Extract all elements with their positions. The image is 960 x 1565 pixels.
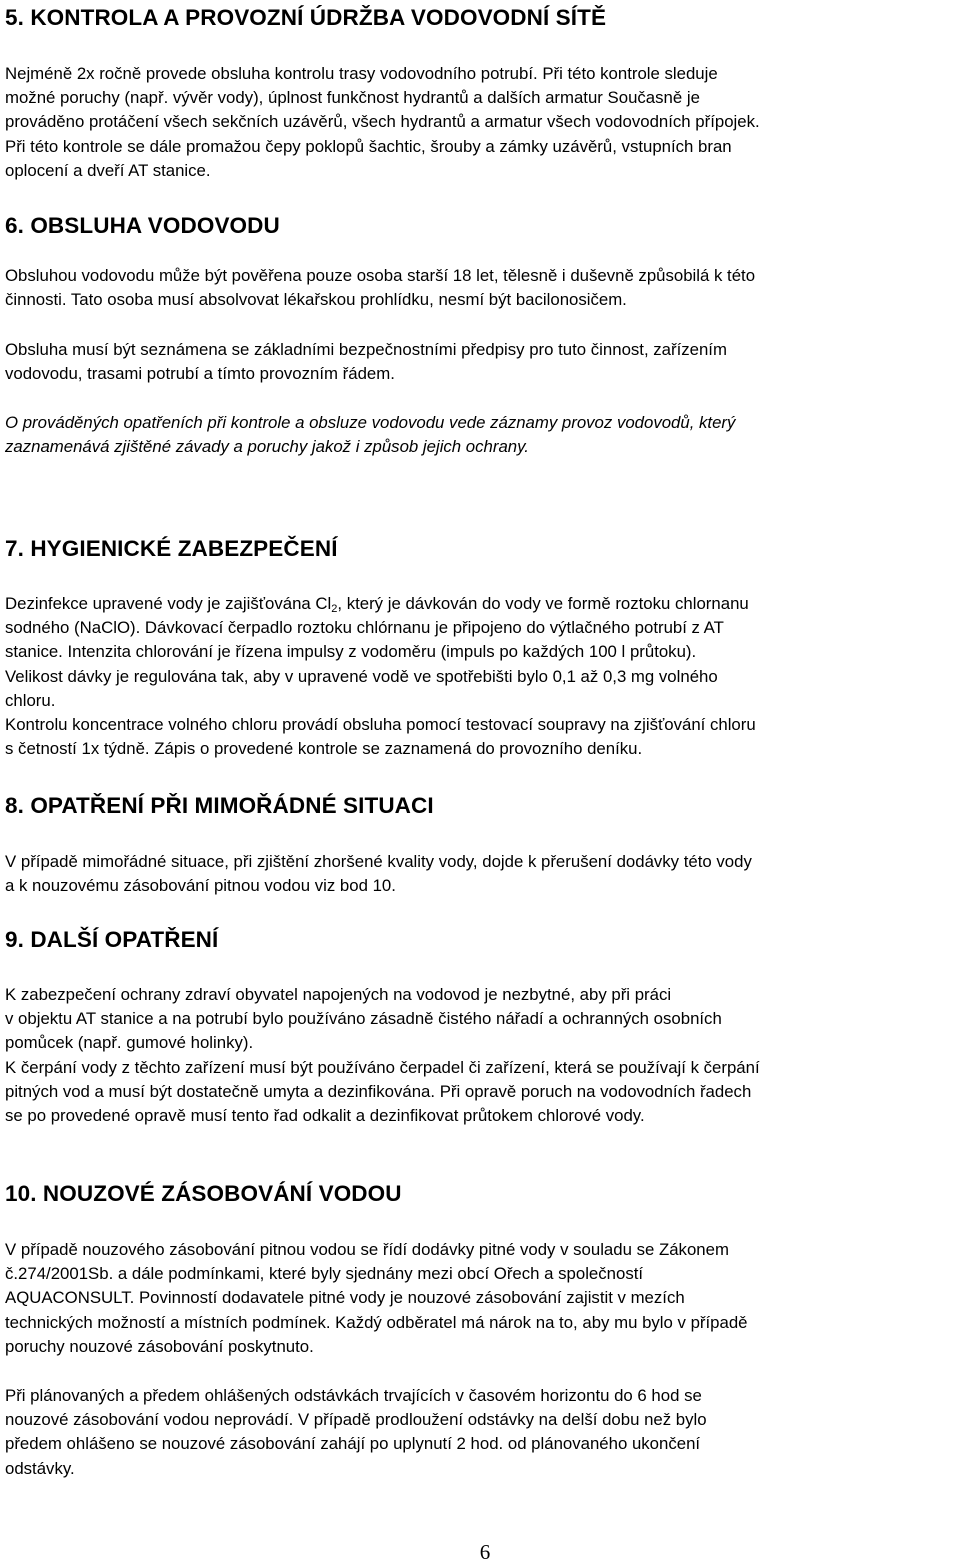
- text-line: pitných vod a musí být dostatečně umyta a dezinfikována. Při opravě poruch na vodovodních řadech: [5, 1081, 752, 1101]
- text-line: V případě mimořádné situace, při zjištění zhoršené kvality vody, dojde k přerušení dodávky této vody: [5, 852, 752, 871]
- section-8-heading: 8. OPATŘENÍ PŘI MIMOŘÁDNÉ SITUACI: [5, 793, 434, 818]
- text-line: a k nouzovému zásobování pitnou vodou viz bod 10.: [5, 876, 396, 896]
- text-line: O prováděných opatřeních při kontrole a obsluze vodovodu vede záznamy provoz vodovodů, který: [5, 413, 736, 432]
- section-6-paragraph-3: [5, 411, 957, 459]
- text-line: Nejméně 2x ročně provede obsluha kontrolu trasy vodovodního potrubí. Při této kontrole sleduje: [5, 64, 718, 83]
- section-6-paragraph-2: [5, 338, 957, 386]
- text-line: Velikost dávky je regulována tak, aby v upravené vodě ve spotřebišti bylo 0,1 až 0,3 mg volného: [5, 666, 718, 686]
- text-line: Při této kontrole se dále promažou čepy poklopů šachtic, šrouby a zámky uzávěrů, vstupních bran: [5, 136, 732, 156]
- text-line: K zabezpečení ochrany zdraví obyvatel napojených na vodovod je nezbytné, aby při práci: [5, 985, 672, 1004]
- text-line: AQUACONSULT. Povinností dodavatele pitné vody je nouzové zásobování zajistit v mezích: [5, 1288, 685, 1308]
- section-6-paragraph-1: [5, 264, 957, 312]
- section-9-paragraph: [5, 983, 957, 1128]
- text-line: [5, 592, 957, 616]
- text-line: vodovodu, trasami potrubí a tímto provozním řádem.: [5, 364, 395, 384]
- text-line: činnosti. Tato osoba musí absolvovat lékařskou prohlídku, nesmí být bacilonosičem.: [5, 290, 627, 310]
- text-line: oplocení a dveří AT stanice.: [5, 160, 211, 180]
- text-line: poruchy nouzové zásobování poskytnuto.: [5, 1336, 314, 1356]
- text-line: s četností 1x týdně. Zápis o provedené kontrole se zaznamená do provozního deníku.: [5, 739, 643, 759]
- text-fragment: Dezinfekce upravené vody je zajišťována Cl: [5, 594, 332, 613]
- section-7-heading: 7. HYGIENICKÉ ZABEZPEČENÍ: [5, 536, 338, 561]
- text-line: předem ohlášeno se nouzové zásobování zahájí po uplynutí 2 hod. od plánovaného ukončení: [5, 1434, 701, 1454]
- text-line: Obsluha musí být seznámena se základními bezpečnostními předpisy pro tuto činnost, zařízením: [5, 340, 727, 359]
- section-5-paragraph: [5, 62, 957, 183]
- text-line: stanice. Intenzita chlorování je řízena impulsy z vodoměru (impuls po každých 100 l průtoku).: [5, 642, 697, 662]
- section-10-heading: 10. NOUZOVÉ ZÁSOBOVÁNÍ VODOU: [5, 1181, 402, 1206]
- text-line: č.274/2001Sb. a dále podmínkami, které byly sjednány mezi obcí Ořech a společností: [5, 1264, 644, 1284]
- text-line: v objektu AT stanice a na potrubí bylo používáno zásadně čistého nářadí a ochranných osobních: [5, 1009, 722, 1029]
- text-line: prováděno protáčení všech sekčních uzávěrů, všech hydrantů a armatur všech vodovodních přípojek.: [5, 112, 760, 132]
- section-7-paragraph: [5, 592, 957, 761]
- section-10-paragraph-2: [5, 1384, 957, 1481]
- chlorine-subscript: 2: [331, 603, 338, 615]
- section-8-paragraph: [5, 850, 957, 898]
- text-fragment: , který je dávkován do vody ve formě roztoku chlornanu: [337, 594, 749, 613]
- text-line: Kontrolu koncentrace volného chloru provádí obsluha pomocí testovací soupravy na zjišťování chloru: [5, 715, 756, 735]
- text-line: pomůcek (např. gumové holinky).: [5, 1033, 254, 1053]
- section-9-heading: 9. DALŠÍ OPATŘENÍ: [5, 927, 219, 952]
- text-line: možné poruchy (např. vývěr vody), úplnost funkčnost hydrantů a dalších armatur Současně je: [5, 88, 700, 108]
- text-line: V případě nouzového zásobování pitnou vodou se řídí dodávky pitné vody v souladu se Zákonem: [5, 1240, 729, 1259]
- text-line: chloru.: [5, 690, 56, 710]
- text-line: odstávky.: [5, 1458, 75, 1478]
- text-line: se po provedené opravě musí tento řad odkalit a dezinfikovat průtokem chlorové vody.: [5, 1106, 645, 1126]
- text-line: nouzové zásobování vodou neprovádí. V případě prodloužení odstávky na delší dobu než bylo: [5, 1410, 707, 1430]
- text-line: Při plánovaných a předem ohlášených odstávkách trvajících v časovém horizontu do 6 hod se: [5, 1386, 702, 1405]
- text-line: Obsluhou vodovodu může být pověřena pouze osoba starší 18 let, tělesně i duševně způsobilá k této: [5, 266, 756, 285]
- text-line: K čerpání vody z těchto zařízení musí být používáno čerpadel či zařízení, která se používají k čerpání: [5, 1057, 760, 1077]
- text-line: technických možností a místních podmínek. Každý odběratel má nárok na to, aby mu bylo v případě: [5, 1312, 748, 1332]
- text-line: zaznamenává zjištěné závady a poruchy jakož i způsob jejich ochrany.: [5, 437, 529, 457]
- section-6-heading: 6. OBSLUHA VODOVODU: [5, 213, 280, 238]
- section-5-heading: 5. KONTROLA A PROVOZNÍ ÚDRŽBA VODOVODNÍ SÍTĚ: [5, 5, 607, 30]
- text-line: sodného (NaClO). Dávkovací čerpadlo roztoku chlórnanu je připojeno do výtlačného potrubí z AT: [5, 618, 724, 638]
- section-10-paragraph-1: [5, 1238, 957, 1359]
- page-number: 6: [479, 1540, 491, 1564]
